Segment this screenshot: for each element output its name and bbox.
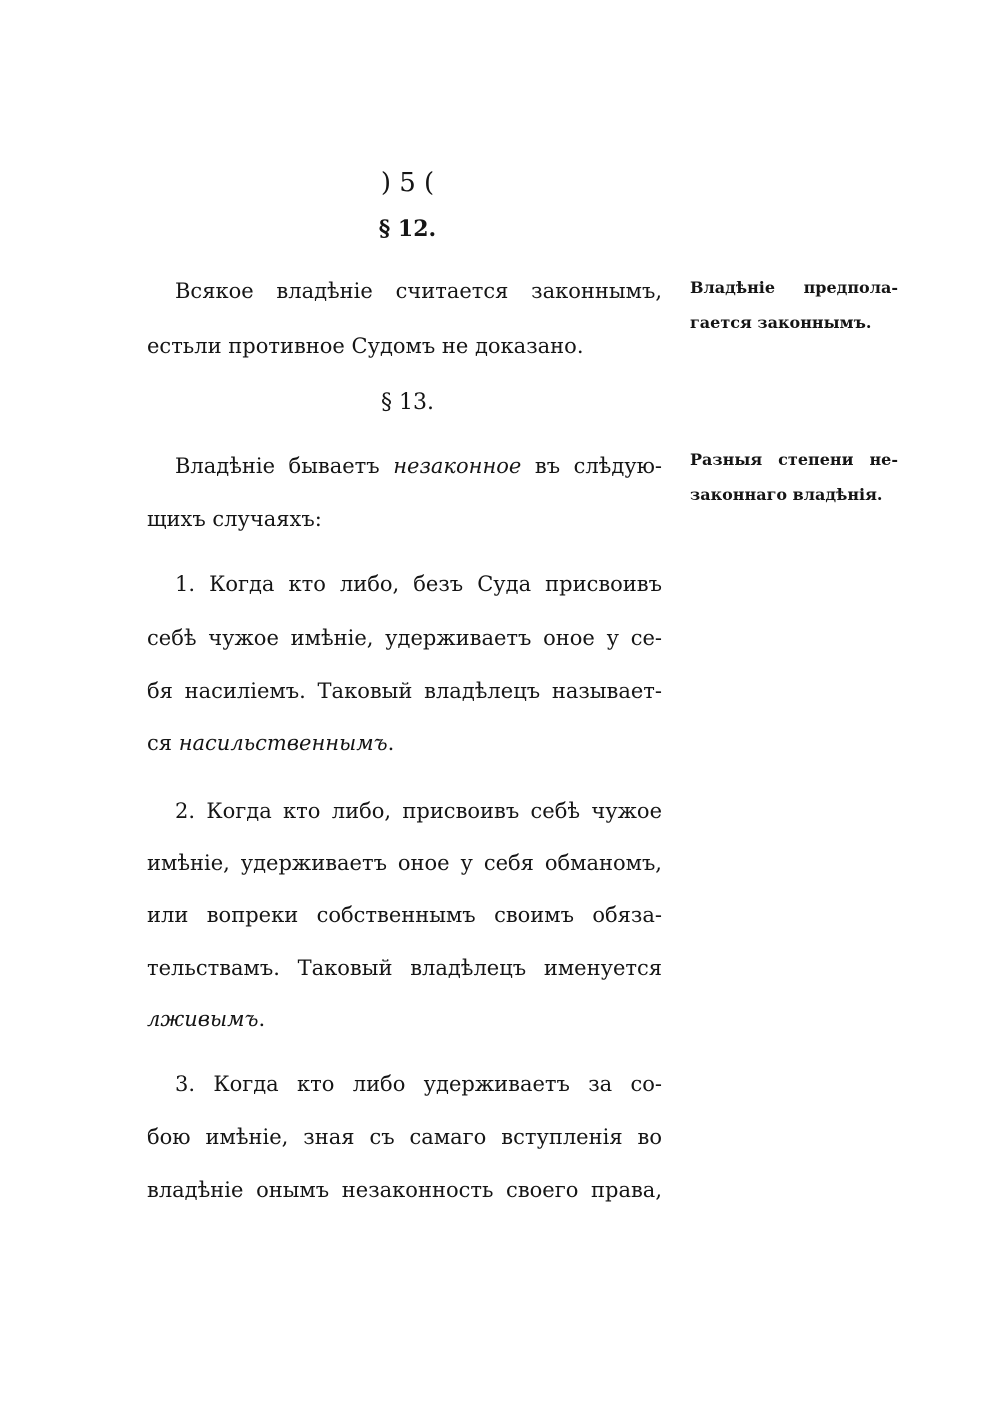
text-run: тельствамъ. Таковый владѣлецъ именуется [147, 956, 662, 980]
text-line-p3-l1 [175, 1071, 662, 1097]
marginal-note-note-degrees-illegal: Разныя степени не- [690, 450, 898, 469]
text-line-p2-l2 [147, 850, 662, 876]
text-line-s12-l2 [147, 333, 662, 359]
text-line-s12-l1 [175, 278, 662, 304]
text-line-p1-l1 [175, 571, 662, 597]
text-line-p3-l2 [147, 1124, 662, 1150]
italic-term: насильственнымъ [178, 731, 388, 755]
text-line-p2-l3 [147, 902, 662, 928]
text-run: 3. Когда кто либо удерживаетъ за со- [175, 1072, 662, 1096]
page-number: ) 5 ( [380, 168, 435, 198]
marginal-note-note-legal-possession: гается законнымъ. [690, 313, 872, 332]
text-run: Владѣніе бываетъ [175, 454, 394, 478]
section-heading-13: § 13. [381, 390, 434, 415]
text-line-s13-l2 [147, 506, 662, 532]
text-run: Всякое владѣніе считается законнымъ, [175, 279, 662, 303]
text-run: . [258, 1007, 266, 1031]
text-run: имѣніе, удерживаетъ оное у себя обманомъ, [147, 851, 662, 875]
text-run: естьли противное Судомъ не доказано. [147, 334, 584, 358]
section-heading-12: § 12. [378, 216, 437, 242]
text-run: бою имѣніе, зная съ самаго вступленія во [147, 1125, 662, 1149]
italic-term: незаконное [393, 454, 522, 478]
text-line-p2-l5 [147, 1006, 662, 1032]
italic-term: лживымъ [147, 1007, 259, 1031]
text-run: или вопреки собственнымъ своимъ обяза- [147, 903, 662, 927]
text-line-p2-l4 [147, 955, 662, 981]
text-run: щихъ случаяхъ: [147, 507, 322, 531]
text-run: бя насиліемъ. Таковый владѣлецъ называет- [147, 679, 662, 703]
text-line-p1-l4 [147, 730, 662, 756]
text-run: владѣніе онымъ незаконность своего права, [147, 1178, 662, 1202]
text-run: 1. Когда кто либо, безъ Суда присвоивъ [175, 572, 662, 596]
marginal-note-note-degrees-illegal: законнаго владѣнія. [690, 485, 883, 504]
text-line-p2-l1 [175, 798, 662, 824]
text-line-s13-l1 [175, 453, 662, 479]
text-line-p3-l3 [147, 1177, 662, 1203]
text-line-p1-l2 [147, 625, 662, 651]
marginal-note-note-legal-possession: Владѣніе предпола- [690, 278, 898, 297]
text-run: въ слѣдую- [521, 454, 663, 478]
text-line-p1-l3 [147, 678, 662, 704]
text-run: себѣ чужое имѣніе, удерживаетъ оное у се- [147, 626, 662, 650]
text-run: ся [147, 731, 179, 755]
text-run: . [387, 731, 395, 755]
text-run: 2. Когда кто либо, присвоивъ себѣ чужое [175, 799, 662, 823]
